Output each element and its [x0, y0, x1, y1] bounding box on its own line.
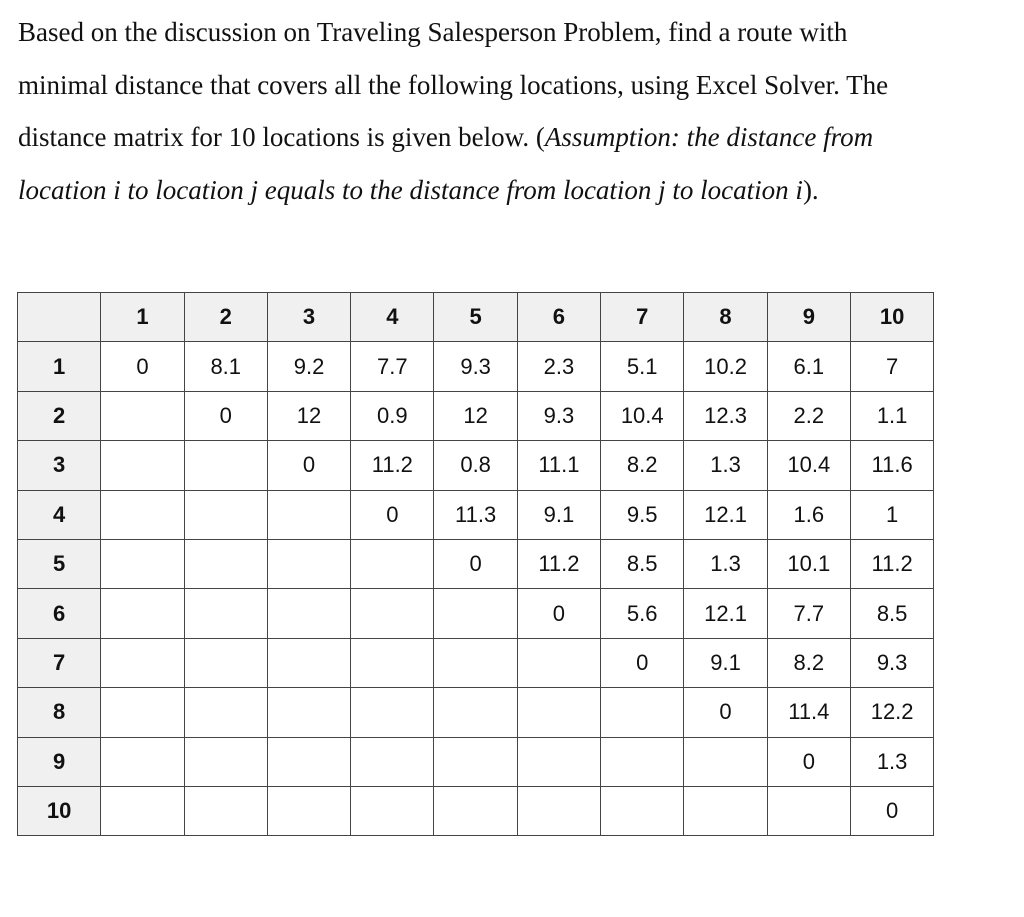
- column-header-5: 5: [434, 293, 517, 342]
- distance-cell: [601, 737, 684, 786]
- assumption-text-end: location i to location j equals to the distance from location j to location i: [18, 174, 803, 205]
- distance-cell: 12: [267, 391, 350, 440]
- distance-cell: [601, 688, 684, 737]
- distance-cell: 0: [684, 688, 767, 737]
- distance-cell: [351, 737, 434, 786]
- distance-cell: 12.1: [684, 589, 767, 638]
- distance-cell: 12.1: [684, 490, 767, 539]
- distance-cell: [101, 786, 184, 835]
- distance-cell: [267, 490, 350, 539]
- distance-cell: 0: [601, 638, 684, 687]
- distance-cell: [434, 737, 517, 786]
- distance-cell: 7.7: [767, 589, 850, 638]
- matrix-corner-cell: [18, 293, 101, 342]
- distance-cell: 1.3: [850, 737, 933, 786]
- distance-cell: 5.1: [601, 342, 684, 391]
- table-row: [18, 539, 934, 588]
- distance-cell: [184, 441, 267, 490]
- distance-cell: 11.2: [517, 539, 600, 588]
- row-header-1: 1: [18, 342, 101, 391]
- row-header-4: 4: [18, 490, 101, 539]
- column-header-6: 6: [517, 293, 600, 342]
- distance-cell: 8.5: [850, 589, 933, 638]
- distance-cell: [267, 737, 350, 786]
- distance-cell: 9.3: [434, 342, 517, 391]
- distance-cell: [184, 539, 267, 588]
- distance-cell: [684, 786, 767, 835]
- question-text: [18, 6, 1008, 216]
- distance-cell: [184, 589, 267, 638]
- table-row: [18, 441, 934, 490]
- distance-cell: [101, 638, 184, 687]
- distance-cell: 2.2: [767, 391, 850, 440]
- distance-cell: 12.3: [684, 391, 767, 440]
- table-row: [18, 391, 934, 440]
- distance-cell: 7.7: [351, 342, 434, 391]
- matrix-header-row: [18, 293, 934, 342]
- distance-cell: 0: [517, 589, 600, 638]
- distance-cell: 11.4: [767, 688, 850, 737]
- column-header-1: 1: [101, 293, 184, 342]
- distance-cell: [184, 490, 267, 539]
- distance-cell: [267, 688, 350, 737]
- column-header-2: 2: [184, 293, 267, 342]
- distance-cell: [517, 786, 600, 835]
- distance-cell: 8.5: [601, 539, 684, 588]
- question-line-4: [18, 164, 1008, 217]
- row-header-5: 5: [18, 539, 101, 588]
- distance-cell: 0: [184, 391, 267, 440]
- distance-cell: 8.2: [601, 441, 684, 490]
- distance-cell: 0: [850, 786, 933, 835]
- distance-cell: [101, 539, 184, 588]
- distance-cell: 12: [434, 391, 517, 440]
- column-header-3: 3: [267, 293, 350, 342]
- distance-cell: 11.2: [351, 441, 434, 490]
- distance-cell: [101, 441, 184, 490]
- distance-cell: 10.4: [767, 441, 850, 490]
- column-header-9: 9: [767, 293, 850, 342]
- distance-cell: [434, 589, 517, 638]
- distance-cell: [184, 737, 267, 786]
- distance-cell: 0.9: [351, 391, 434, 440]
- distance-cell: 0: [434, 539, 517, 588]
- distance-cell: [434, 688, 517, 737]
- distance-cell: 10.4: [601, 391, 684, 440]
- distance-cell: 8.1: [184, 342, 267, 391]
- distance-cell: 9.2: [267, 342, 350, 391]
- distance-cell: [684, 737, 767, 786]
- distance-cell: [101, 490, 184, 539]
- distance-cell: [267, 589, 350, 638]
- question-line-4-text: ).: [802, 174, 819, 205]
- distance-cell: [517, 688, 600, 737]
- distance-cell: [267, 539, 350, 588]
- distance-cell: [351, 638, 434, 687]
- distance-cell: 11.1: [517, 441, 600, 490]
- distance-cell: 1.3: [684, 441, 767, 490]
- table-row: [18, 638, 934, 687]
- table-row: [18, 342, 934, 391]
- distance-cell: 5.6: [601, 589, 684, 638]
- column-header-4: 4: [351, 293, 434, 342]
- distance-cell: 7: [850, 342, 933, 391]
- distance-cell: 10.1: [767, 539, 850, 588]
- column-header-8: 8: [684, 293, 767, 342]
- row-header-7: 7: [18, 638, 101, 687]
- table-row: [18, 737, 934, 786]
- question-line-1: Based on the discussion on Traveling Salesperson Problem, find a route with: [18, 17, 848, 47]
- distance-cell: [267, 638, 350, 687]
- table-row: [18, 688, 934, 737]
- distance-cell: [601, 786, 684, 835]
- table-row: [18, 490, 934, 539]
- distance-cell: 0: [267, 441, 350, 490]
- row-header-3: 3: [18, 441, 101, 490]
- distance-cell: 0: [101, 342, 184, 391]
- row-header-6: 6: [18, 589, 101, 638]
- distance-cell: 9.3: [850, 638, 933, 687]
- distance-cell: 1.1: [850, 391, 933, 440]
- distance-cell: [184, 786, 267, 835]
- distance-cell: 9.3: [517, 391, 600, 440]
- distance-cell: [101, 391, 184, 440]
- row-header-2: 2: [18, 391, 101, 440]
- distance-cell: 11.6: [850, 441, 933, 490]
- distance-cell: [184, 688, 267, 737]
- distance-cell: [767, 786, 850, 835]
- distance-cell: 1.3: [684, 539, 767, 588]
- distance-cell: 11.2: [850, 539, 933, 588]
- column-header-10: 10: [850, 293, 933, 342]
- row-header-8: 8: [18, 688, 101, 737]
- question-line-3-text: distance matrix for 10 locations is given below. (: [18, 122, 545, 152]
- question-line-3: [18, 111, 1008, 164]
- distance-cell: [351, 688, 434, 737]
- distance-cell: 9.1: [684, 638, 767, 687]
- table-row: [18, 589, 934, 638]
- column-header-7: 7: [601, 293, 684, 342]
- matrix-body: [18, 342, 934, 836]
- distance-cell: 8.2: [767, 638, 850, 687]
- distance-cell: [434, 638, 517, 687]
- question-line-2: minimal distance that covers all the following locations, using Excel Solver. The: [18, 69, 889, 100]
- distance-cell: 0: [767, 737, 850, 786]
- distance-cell: [351, 786, 434, 835]
- distance-cell: 10.2: [684, 342, 767, 391]
- distance-cell: 9.5: [601, 490, 684, 539]
- distance-cell: [101, 688, 184, 737]
- distance-cell: [267, 786, 350, 835]
- distance-cell: [434, 786, 517, 835]
- row-header-10: 10: [18, 786, 101, 835]
- distance-cell: 1: [850, 490, 933, 539]
- distance-matrix-table: [17, 292, 934, 836]
- distance-cell: [184, 638, 267, 687]
- distance-cell: [101, 589, 184, 638]
- table-row: [18, 786, 934, 835]
- distance-cell: 2.3: [517, 342, 600, 391]
- distance-cell: 12.2: [850, 688, 933, 737]
- distance-cell: [351, 539, 434, 588]
- distance-cell: 0: [351, 490, 434, 539]
- distance-cell: 9.1: [517, 490, 600, 539]
- distance-cell: 6.1: [767, 342, 850, 391]
- assumption-text-start: Assumption: the distance from: [544, 122, 874, 152]
- distance-cell: 1.6: [767, 490, 850, 539]
- distance-cell: [351, 589, 434, 638]
- row-header-9: 9: [18, 737, 101, 786]
- distance-cell: [517, 638, 600, 687]
- distance-cell: [517, 737, 600, 786]
- distance-cell: 11.3: [434, 490, 517, 539]
- distance-cell: 0.8: [434, 441, 517, 490]
- distance-cell: [101, 737, 184, 786]
